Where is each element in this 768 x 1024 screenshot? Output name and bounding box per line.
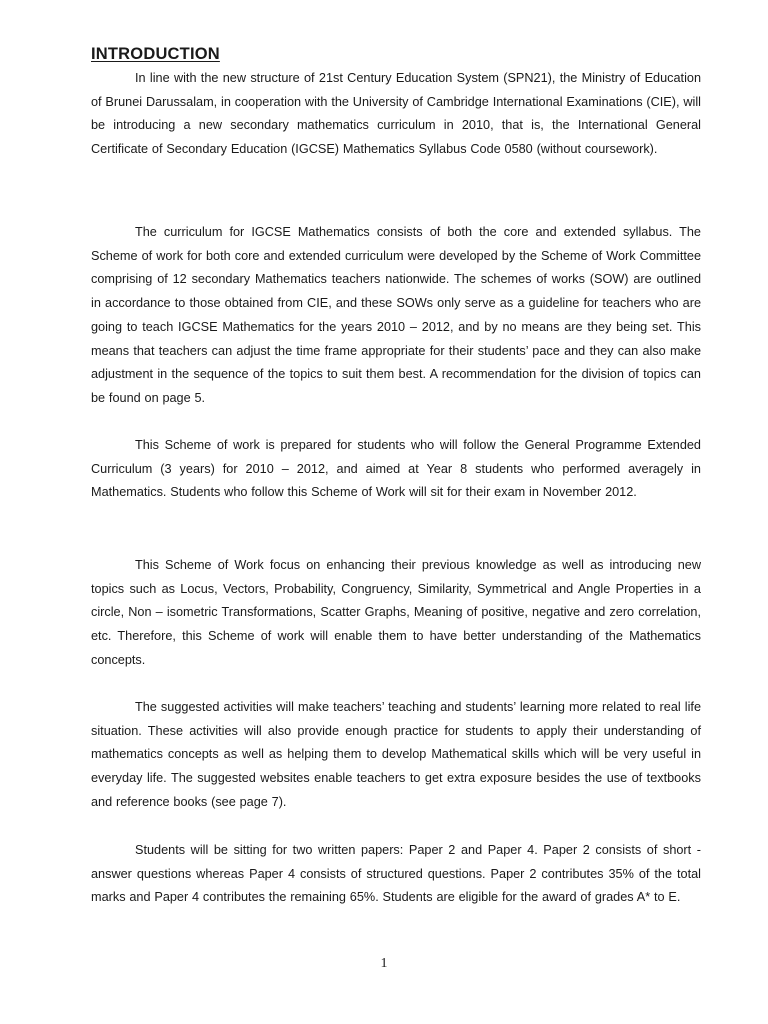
paragraph-curriculum-scheme: The curriculum for IGCSE Mathematics consists of both the core and extended syllabus. The Scheme of work for both core and extended curriculum were developed by the Scheme of Work Committee comprising of 12 secondary Mathematics teachers nationwide. The schemes of works (SOW) are outlined in accordance to those obtained from CIE, and these SOWs only serve as a guideline for teachers who are going to teach IGCSE Mathematics for the years 2010 – 2012, and by no means are they being set. This means that teachers can adjust the time frame appropriate for their students’ pace and they can also make adjustment in the sequence of the topics to suit them best. A recommendation for the division of topics can be found on page 5.: [91, 225, 701, 405]
page-number: 1: [380, 956, 388, 971]
paragraph-target-students: This Scheme of work is prepared for students who will follow the General Programme Extended Curriculum (3 years) for 2010 – 2012, and aimed at Year 8 students who performed averagely in Mathematics. Students who follow this Scheme of Work will sit for their exam in November 2012.: [91, 438, 701, 500]
paragraph-written-papers: Students will be sitting for two written papers: Paper 2 and Paper 4. Paper 2 consists of short - answer questions whereas Paper 4 consists of structured questions. Paper 2 contributes 35% of the total marks and Paper 4 contributes the remaining 65%. Students are eligible for the award of grades A* to E.: [91, 843, 701, 905]
paragraph-new-topics: This Scheme of Work focus on enhancing their previous knowledge as well as introducing new topics such as Locus, Vectors, Probability, Congruency, Similarity, Symmetrical and Angle Properties in a circle, Non – isometric Transformations, Scatter Graphs, Meaning of positive, negative and zero correlation, etc. Therefore, this Scheme of work will enable them to have better understanding of the Mathematics concepts.: [91, 558, 701, 667]
paragraph-suggested-activities: The suggested activities will make teachers’ teaching and students’ learning more related to real life situation. These activities will also provide enough practice for students to apply their understanding of mathematics concepts as well as helping them to develop Mathematical skills which will be very useful in everyday life. The suggested websites enable teachers to get extra exposure besides the use of textbooks and reference books (see page 7).: [91, 700, 701, 809]
paragraph-spn21-intro: In line with the new structure of 21st Century Education System (SPN21), the Ministry of Education of Brunei Darussalam, in cooperation with the University of Cambridge International Examinations (CIE), will be introducing a new secondary mathematics curriculum in 2010, that is, the International General Certificate of Secondary Education (IGCSE) Mathematics Syllabus Code 0580 (without coursework).: [91, 71, 701, 157]
section-heading: INTRODUCTION: [91, 45, 220, 63]
